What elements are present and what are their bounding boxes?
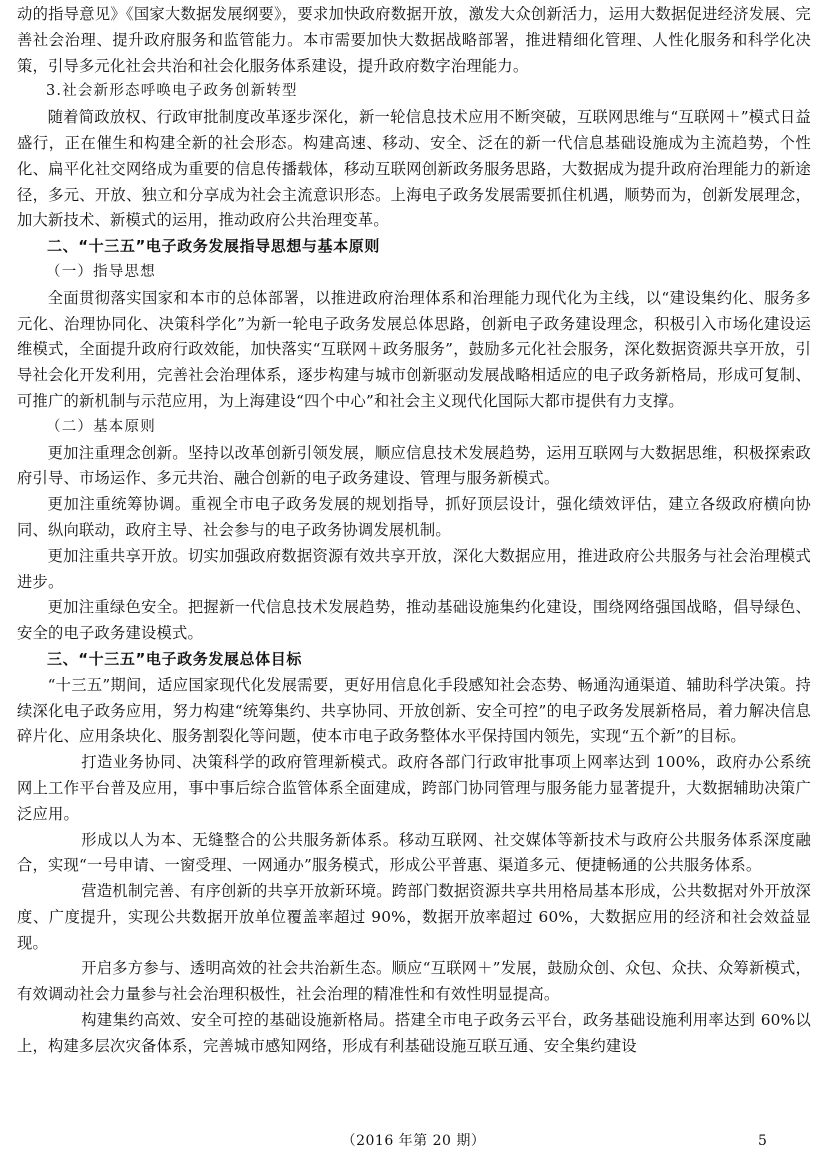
goal-public-service: 形成以人为本、无缝整合的公共服务新体系。移动互联网、社交媒体等新技术与政府公共服务体系深度融合，实现“一号申请、一窗受理、一网通办”服务模式，形成公平普惠、渠道多元、便捷畅通的公共服务体系。 — [17, 830, 811, 875]
paragraph-social-form: 随着简政放权、行政审批制度改革逐步深化，新一轮信息技术应用不断突破，互联网思维与“互联网＋”模式日益盛行，正在催生和构建全新的社会形态。构建高速、移动、安全、泛在的新一代信息基础设施成为主流趋势，个性化、扁平化社交网络成为重要的信息传播载体，移动互联网创新政务服务思路，大数据成为提升政府治理能力的新途径，多元、开放、独立和分享成为社会主流意识形态。上海电子政务发展需要抓住机遇，顺势而为，创新发展理念，加大新技术、新模式的运用，推动政府公共治理变革。 — [17, 108, 811, 230]
goal-sharing-environment: 营造机制完善、有序创新的共享开放新环境。跨部门数据资源共享共用格局基本形成，公共数据对外开放深度、广度提升，实现公共数据开放单位覆盖率超过 90%，数据开放率超过 60%，大数据应用的经济和社会效益显现。 — [17, 882, 811, 952]
principle-green-security: 更加注重绿色安全。把握新一代信息技术发展趋势，推动基础设施集约化建设，围绕网络强国战略，倡导绿色、安全的电子政务建设模式。 — [17, 598, 811, 643]
principle-innovation: 更加注重理念创新。坚持以改革创新引领发展，顺应信息技术发展趋势，运用互联网与大数据思维，积极探索政府引导、市场运作、多元共治、融合创新的电子政务建设、管理与服务新模式。 — [17, 443, 811, 488]
subsection-guiding-thought: （一）指导思想 — [46, 263, 156, 280]
document-body — [17, 2, 811, 1060]
principle-coordination: 更加注重统筹协调。重视全市电子政务发展的规划指导，抓好顶层设计，强化绩效评估，建立各级政府横向协同、纵向联动，政府主导、社会参与的电子政务协调发展机制。 — [17, 495, 811, 539]
page-number: 5 — [758, 1133, 767, 1149]
principle-sharing: 更加注重共享开放。切实加强政府数据资源有效共享开放，深化大数据应用，推进政府公共服务与社会治理模式进步。 — [17, 546, 811, 591]
paragraph-guiding-thought: 全面贯彻落实国家和本市的总体部署，以推进政府治理体系和治理能力现代化为主线，以“建设集约化、服务多元化、治理协同化、决策科学化”为新一轮电子政务发展总体思路，创新电子政务建设理念，积极引入市场化建设运维模式，全面提升政府行政效能，加快落实“互联网＋政务服务”，鼓励多元化社会服务，深化数据资源共享开放，引导社会化开发利用，完善社会治理体系，逐步构建与城市创新驱动发展战略相适应的电子政务新格局，形成可复制、可推广的新机制与示范应用，为上海建设“四个中心”和社会主义现代化国际大都市提供有力支撑。 — [17, 288, 811, 410]
goal-social-governance: 开启多方参与、透明高效的社会共治新生态。顺应“互联网＋”发展，鼓励众创、众包、众扶、众筹新模式，有效调动社会力量参与社会治理积极性，社会治理的精准性和有效性明显提高。 — [17, 959, 811, 1004]
section-heading-3: 三、“十三五”电子政务发展总体目标 — [47, 649, 302, 668]
paragraph-continuation: 动的指导意见》《国家大数据发展纲要》，要求加快政府数据开放，激发大众创新活力，运用大数据促进经济发展、完善社会治理、提升政府服务和监管能力。本市需要加快大数据战略部署，推进精细化管理、人性化服务和科学化决策，引导多元化社会共治和社会化服务体系建设，提升政府数字治理能力。 — [17, 5, 811, 75]
goal-management-model: 打造业务协同、决策科学的政府管理新模式。政府各部门行政审批事项上网率达到 100%，政府办公系统网上工作平台普及应用，事中事后综合监管体系全面建成，跨部门协同管理与服务能力显著提升，大数据辅助决策广泛应用。 — [17, 753, 811, 823]
subsection-basic-principles: （二）基本原则 — [46, 418, 156, 435]
section-subtitle-3: 3.社会新形态呼唤电子政务创新转型 — [46, 83, 298, 100]
section-heading-2: 二、“十三五”电子政务发展指导思想与基本原则 — [47, 237, 380, 256]
issue-label: （2016 年第 20 期） — [341, 1133, 486, 1149]
goal-infrastructure: 构建集约高效、安全可控的基础设施新格局。搭建全市电子政务云平台，政务基础设施利用率达到 60%以上，构建多层次灾备体系，完善城市感知网络，形成有利基础设施互联互通、安全集约建设 — [17, 1011, 811, 1055]
page-footer — [0, 1129, 827, 1153]
paragraph-overall-goal: “十三五”期间，适应国家现代化发展需要，更好用信息化手段感知社会态势、畅通沟通渠道、辅助科学决策。持续深化电子政务应用，努力构建“统筹集约、共享协同、开放创新、安全可控”的电子政务发展新格局，着力解决信息碎片化、应用条块化、服务割裂化等问题，使本市电子政务整体水平保持国内领先，实现“五个新”的目标。 — [17, 675, 811, 746]
